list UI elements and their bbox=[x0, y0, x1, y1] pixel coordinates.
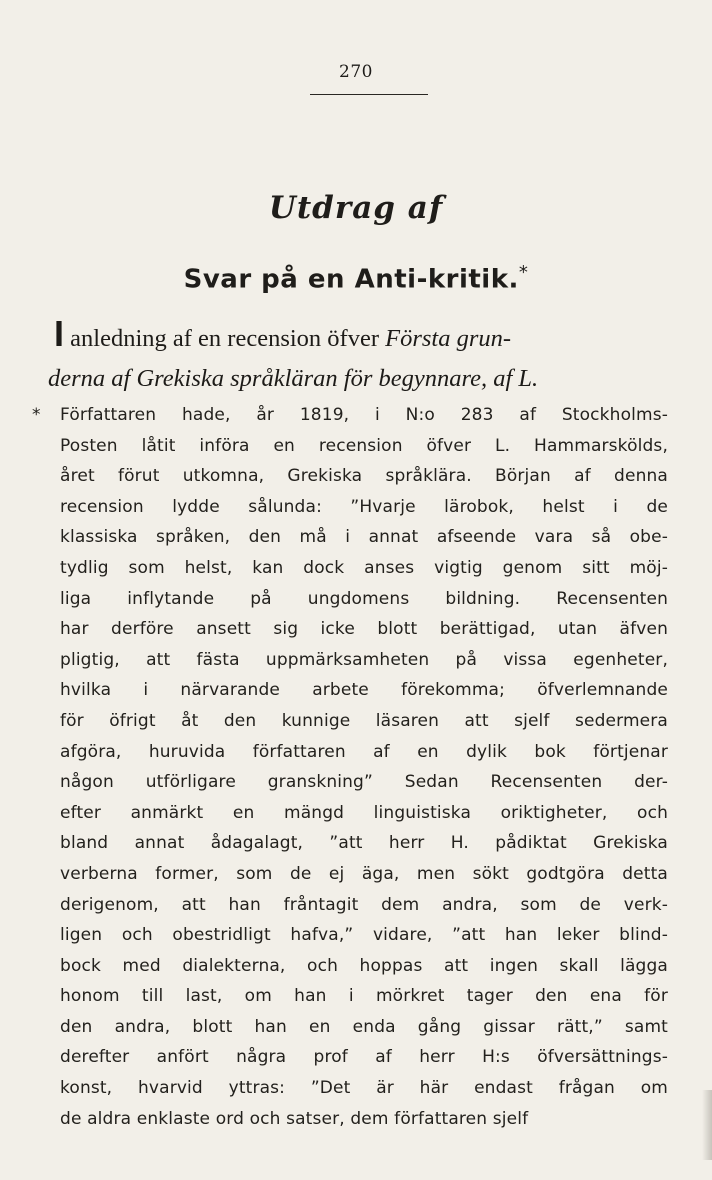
footnote-reference-marker: * bbox=[518, 262, 529, 283]
footnote-line: året förut utkomna, Grekiska språklära. Början af denna bbox=[60, 466, 668, 487]
footnote-body bbox=[32, 400, 668, 1134]
section-title: Utdrag af bbox=[268, 190, 444, 226]
footnote-line: tydlig som helst, kan dock anses vigtig genom sitt möj- bbox=[60, 557, 668, 578]
footnote-line: någon utförligare granskning” Sedan Recensenten der- bbox=[60, 772, 668, 793]
footnote-line: afgöra, huruvida författaren af en dylik bok förtjenar bbox=[60, 741, 668, 762]
footnote-line: verberna former, som de ej äga, men sökt godtgöra detta bbox=[60, 863, 668, 884]
footnote bbox=[32, 400, 668, 1134]
subtitle-text: Svar på en Anti-kritik. bbox=[183, 264, 519, 295]
footnote-line: hvilka i närvarande arbete förekomma; öfverlemnande bbox=[60, 680, 668, 701]
intro-paragraph bbox=[48, 313, 672, 399]
intro-line-1-italic: Första grun- bbox=[385, 325, 512, 352]
section-subtitle bbox=[0, 262, 712, 295]
footnote-line: konst, hvarvid yttras: ”Det är här endast frågan om bbox=[60, 1078, 668, 1099]
footnote-line: pligtig, att fästa uppmärksamheten på vissa egenheter, bbox=[60, 649, 668, 670]
footnote-line: honom till last, om han i mörkret tager den ena för bbox=[60, 986, 668, 1007]
footnote-line: de aldra enklaste ord och satser, dem författaren sjelf bbox=[60, 1108, 529, 1129]
intro-line-1-plain: anledning af en recension öfver bbox=[64, 325, 386, 352]
footnote-line: recension lydde sålunda: ”Hvarje lärobok, helst i de bbox=[60, 496, 668, 517]
footnote-line: derefter anfört några prof af herr H:s öfversättnings- bbox=[60, 1047, 668, 1068]
footnote-line: klassiska språken, den må i annat afseende vara så obe- bbox=[60, 527, 668, 548]
page-number: 270 bbox=[339, 62, 373, 82]
header-rule bbox=[310, 94, 428, 95]
footnote-line: derigenom, att han fråntagit dem andra, som de verk- bbox=[60, 894, 668, 915]
footnote-line: Författaren hade, år 1819, i N:o 283 af Stockholms- bbox=[60, 405, 668, 425]
footnote-line: Posten låtit införa en recension öfver L. Hammarskölds, bbox=[60, 435, 668, 456]
footnote-marker: * bbox=[32, 405, 41, 425]
footnote-line: bland annat ådagalagt, ”att herr H. pådiktat Grekiska bbox=[60, 833, 668, 854]
footnote-line: den andra, blott han en enda gång gissar rätt,” samt bbox=[60, 1016, 668, 1037]
footnote-line: har derföre ansett sig icke blott berättigad, utan äfven bbox=[60, 619, 668, 640]
footnote-line: liga inflytande på ungdomens bildning. Recensenten bbox=[60, 588, 668, 609]
intro-line-2-italic: derna af Grekiska språkläran för begynnare, af L. bbox=[48, 365, 539, 392]
footnote-line: för öfrigt åt den kunnige läsaren att sjelf sedermera bbox=[60, 710, 668, 731]
footnote-line: bock med dialekterna, och hoppas att ingen skall lägga bbox=[60, 955, 668, 976]
intro-line-2 bbox=[48, 359, 672, 399]
intro-line-1 bbox=[52, 313, 672, 359]
page-edge-shadow bbox=[702, 1090, 712, 1160]
footnote-line: efter anmärkt en mängd linguistiska oriktigheter, och bbox=[60, 802, 668, 823]
footnote-line: ligen och obestridligt hafva,” vidare, ”att han leker blind- bbox=[60, 925, 668, 946]
drop-cap: I bbox=[54, 313, 65, 354]
